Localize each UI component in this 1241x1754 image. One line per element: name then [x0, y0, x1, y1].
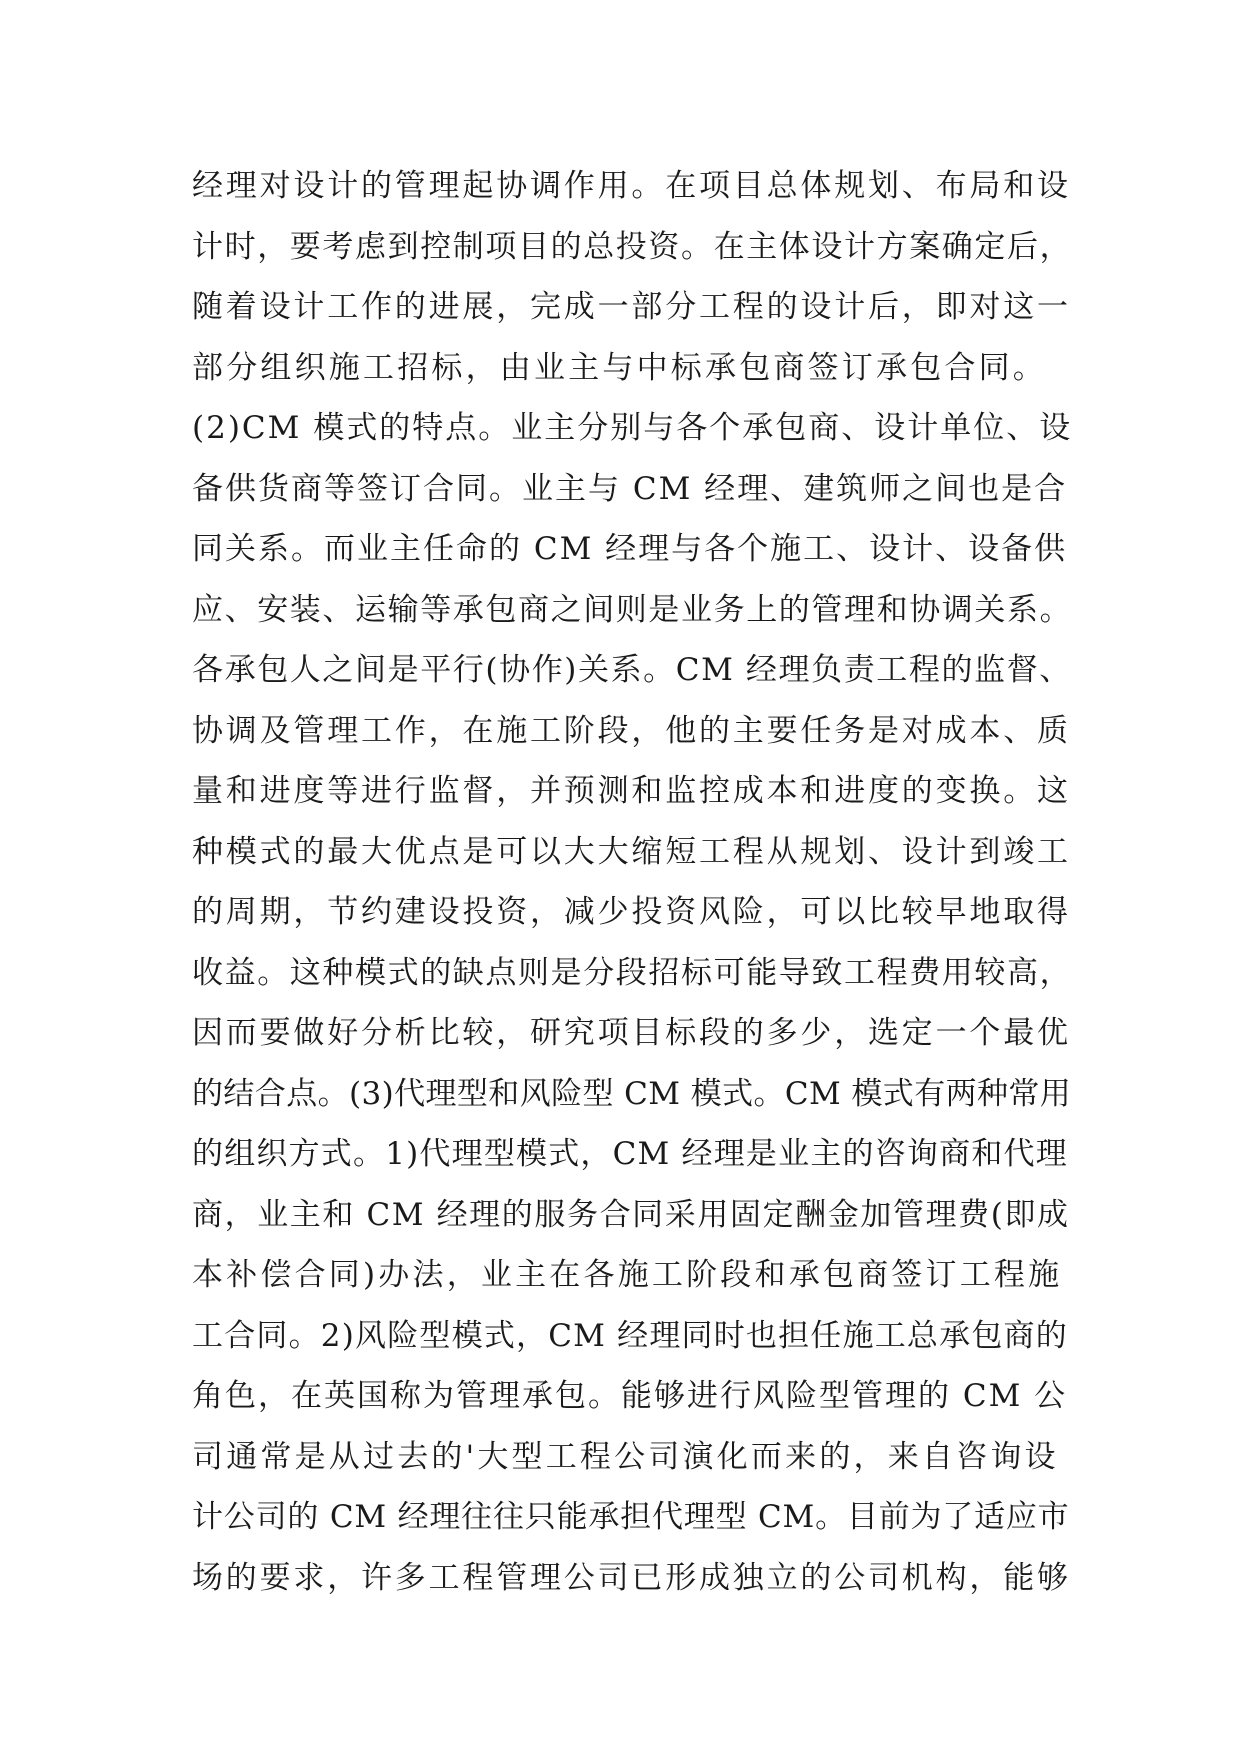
text-line: 场的要求，许多工程管理公司已形成独立的公司机构，能够 [192, 1559, 1071, 1596]
text-line: 的组织方式。1)代理型模式，CM 经理是业主的咨询商和代理 [192, 1136, 1068, 1172]
text-line: (2)CM 模式的特点。业主分别与各个承包商、设计单位、设 [192, 410, 1073, 446]
text-line: 因而要做好分析比较，研究项目标段的多少，选定一个最优 [192, 1015, 1071, 1051]
text-line: 的周期，节约建设投资，减少投资风险，可以比较早地取得 [192, 894, 1071, 930]
text-line: 应、安装、运输等承包商之间则是业务上的管理和协调关系。 [192, 591, 1073, 628]
text-line: 工合同。2)风险型模式，CM 经理同时也担任施工总承包商的 [192, 1317, 1068, 1354]
text-line: 收益。这种模式的缺点则是分段招标可能导致工程费用较高， [192, 954, 1073, 991]
text-line: 计时，要考虑到控制项目的总投资。在主体设计方案确定后， [192, 228, 1073, 265]
text-line: 部分组织施工招标，由业主与中标承包商签订承包合同。 [192, 349, 1047, 386]
text-line: 备供货商等签订合同。业主与 CM 经理、建筑师之间也是合 [192, 470, 1068, 507]
text-line: 协调及管理工作，在施工阶段，他的主要任务是对成本、质 [192, 712, 1071, 749]
text-line: 的结合点。(3)代理型和风险型 CM 模式。CM 模式有两种常用 [192, 1075, 1072, 1112]
text-line: 计公司的 CM 经理往往只能承担代理型 CM。目前为了适应市 [192, 1499, 1070, 1535]
text-line: 量和进度等进行监督，并预测和监控成本和进度的变换。这 [192, 773, 1071, 809]
text-line: 同关系。而业主任命的 CM 经理与各个施工、设计、设备供 [192, 531, 1068, 567]
text-line: 本补偿合同)办法，业主在各施工阶段和承包商签订工程施 [192, 1257, 1063, 1293]
text-line: 随着设计工作的进展，完成一部分工程的设计后，即对这一 [192, 289, 1071, 325]
text-line: 种模式的最大优点是可以大大缩短工程从规划、设计到竣工 [192, 833, 1071, 870]
text-line: 商，业主和 CM 经理的服务合同采用固定酬金加管理费(即成 [192, 1196, 1070, 1233]
text-line: 角色，在英国称为管理承包。能够进行风险型管理的 CM 公 [192, 1378, 1068, 1414]
text-line: 各承包人之间是平行(协作)关系。CM 经理负责工程的监督、 [192, 652, 1072, 688]
text-line: 经理对设计的管理起协调作用。在项目总体规划、布局和设 [192, 168, 1071, 204]
body-text [192, 156, 1072, 1608]
text-line: 司通常是从过去的'大型工程公司演化而来的，来自咨询设 [192, 1438, 1059, 1475]
